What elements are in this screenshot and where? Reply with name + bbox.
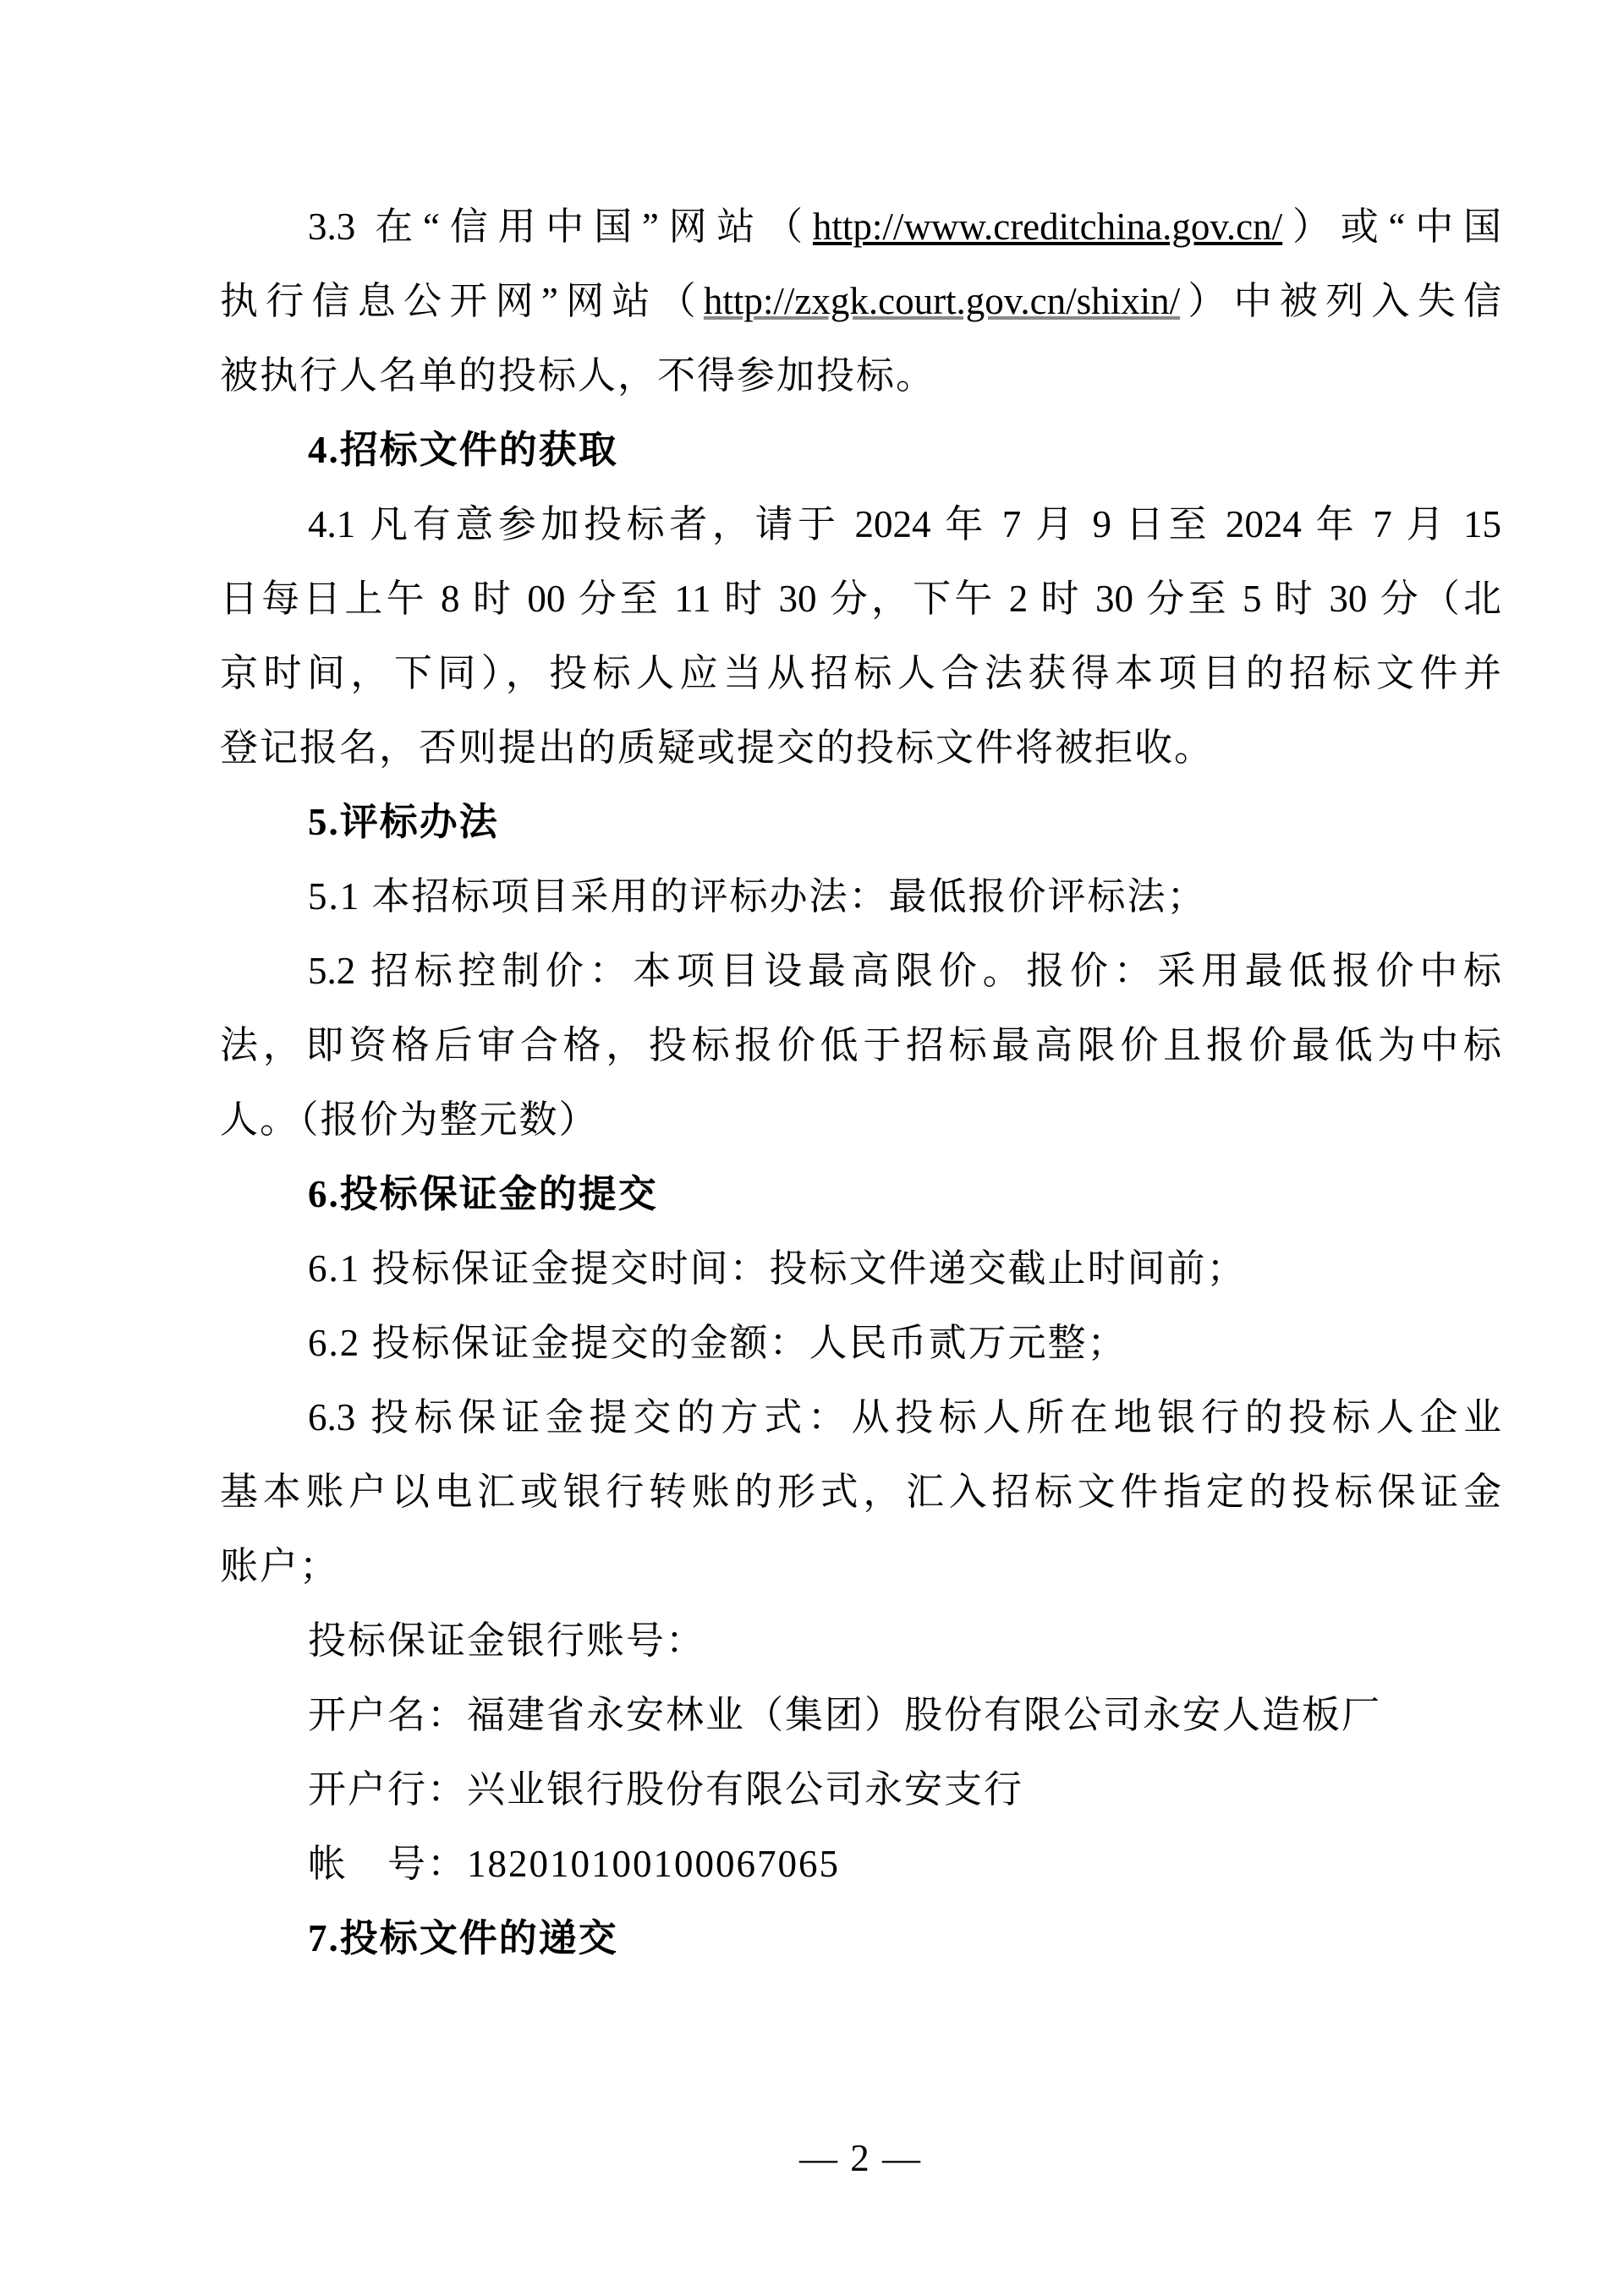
bank-branch-line: 开户行：兴业银行股份有限公司永安支行 — [308, 1768, 1024, 1811]
text-line: 登记报名，否则提出的质疑或提交的投标文件将被拒收。 — [220, 726, 1215, 769]
text-line: 法，即资格后审合格，投标报价低于招标最高限价且报价最低为中标 — [220, 1024, 1501, 1066]
text-line: 5.2 招标控制价：本项目设最高限价。报价：采用最低报价中标 — [308, 950, 1501, 992]
text-line: 4.1 凡有意参加投标者，请于 2024 年 7 月 9 日至 2024 年 7 月 15 — [308, 503, 1501, 545]
text-line: 6.3 投标保证金提交的方式：从投标人所在地银行的投标人企业 — [308, 1396, 1501, 1438]
text-line: 日每日上午 8 时 00 分至 11 时 30 分，下午 2 时 30 分至 5 时 30 分（北 — [220, 578, 1501, 620]
text-line — [220, 264, 1501, 338]
account-number-line: 帐 号：182010100100067065 — [308, 1843, 841, 1885]
bank-account-intro-line: 投标保证金银行账号： — [308, 1619, 706, 1662]
section-heading-7: 7.投标文件的递交 — [308, 1917, 618, 1959]
text-line: 基本账户以电汇或银行转账的形式，汇入招标文件指定的投标保证金 — [220, 1471, 1501, 1513]
zxgk-court-url-link[interactable]: http://zxgk.court.gov.cn/shixin/ — [703, 280, 1181, 322]
text-line: 5.1 本招标项目采用的评标办法：最低报价评标法； — [308, 875, 1207, 918]
text-segment: 执行信息公开网”网站（ — [220, 280, 704, 322]
section-heading-6: 6.投标保证金的提交 — [308, 1173, 658, 1215]
text-line: 账户； — [220, 1545, 340, 1587]
document-body — [220, 189, 1501, 1975]
text-line: 京时间，下同），投标人应当从招标人合法获得本项目的招标文件并 — [220, 652, 1501, 694]
text-line: 人。（报价为整元数） — [220, 1099, 599, 1141]
text-segment: 3.3 在“信用中国”网站（ — [308, 205, 813, 248]
section-heading-4: 4.招标文件的获取 — [308, 429, 618, 471]
text-segment: ）中被列入失信 — [1180, 280, 1501, 322]
text-line — [220, 189, 1501, 264]
section-heading-5: 5.评标办法 — [308, 801, 499, 843]
creditchina-url-link[interactable]: http://www.creditchina.gov.cn/ — [812, 205, 1283, 248]
account-name-line: 开户名：福建省永安林业（集团）股份有限公司永安人造板厂 — [308, 1694, 1382, 1736]
text-line: 6.2 投标保证金提交的金额：人民币贰万元整； — [308, 1322, 1127, 1364]
text-line: 6.1 投标保证金提交时间：投标文件递交截止时间前； — [308, 1247, 1247, 1290]
text-line: 被执行人名单的投标人，不得参加投标。 — [220, 354, 936, 397]
text-segment: ）或“中国 — [1282, 205, 1501, 248]
page-number-footer: — 2 — — [799, 2137, 922, 2179]
